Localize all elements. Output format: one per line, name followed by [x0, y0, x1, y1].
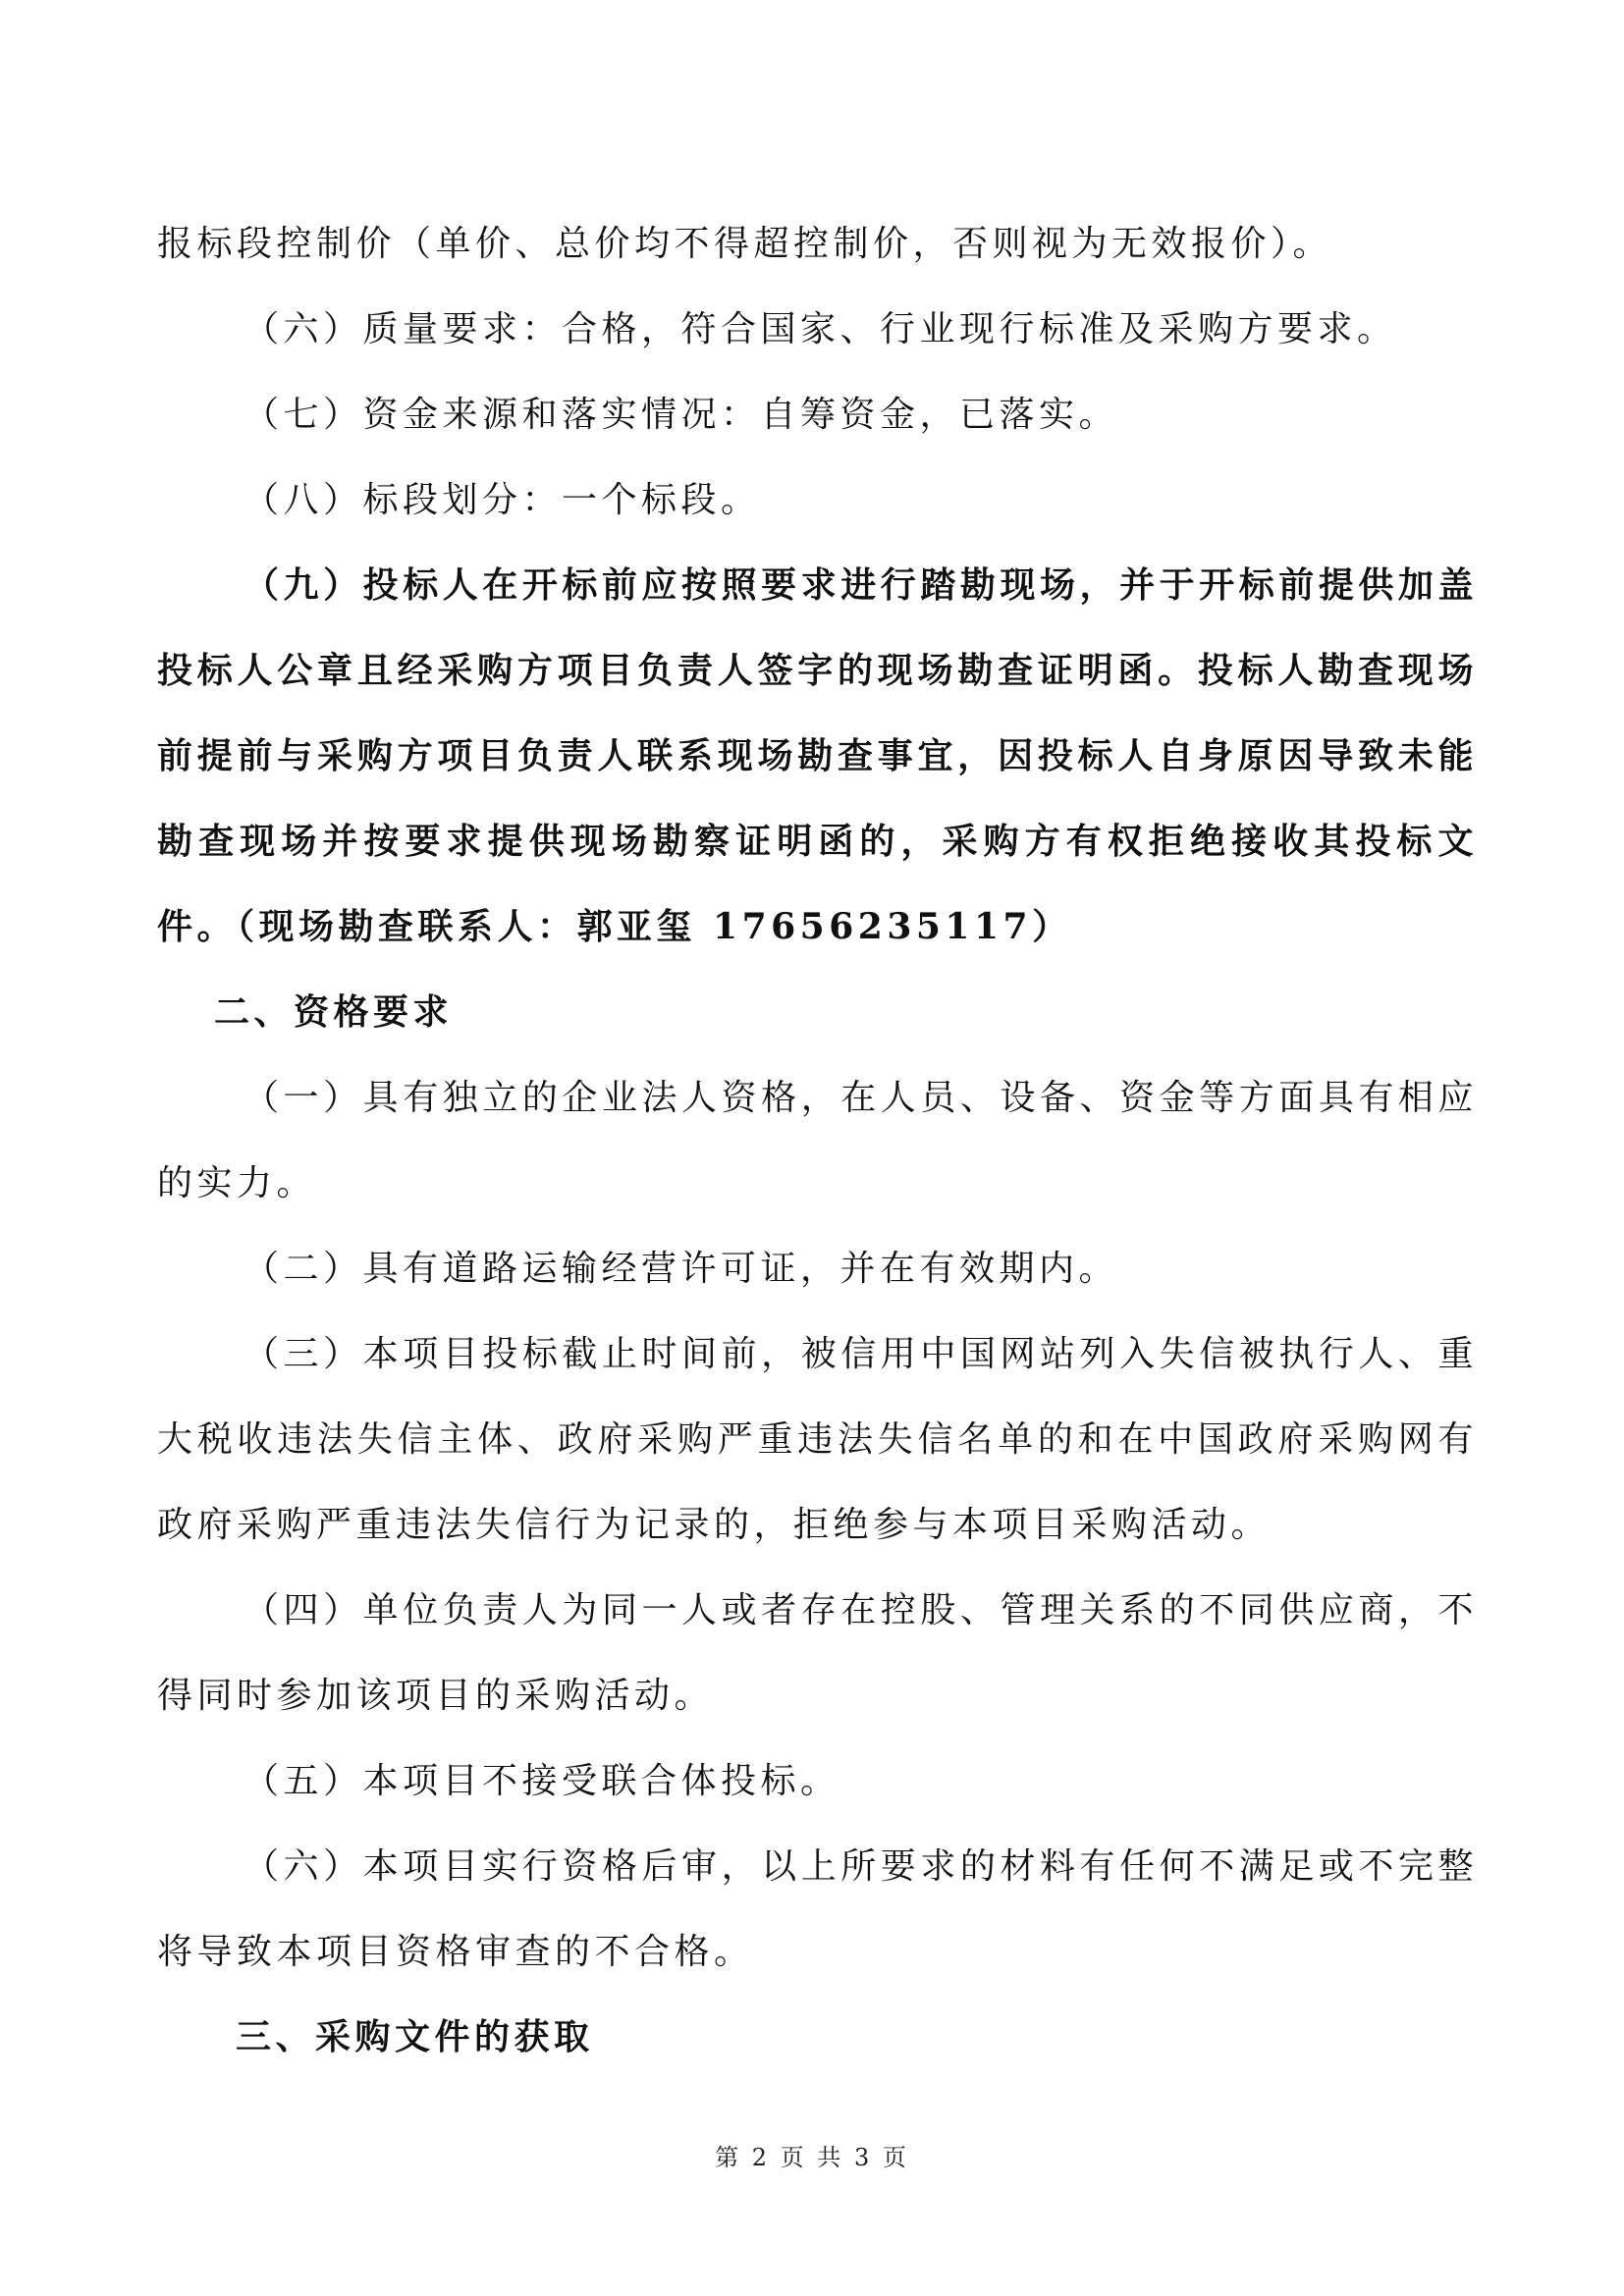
qualification-item: （三）本项目投标截止时间前，被信用中国网站列入失信被执行人、重大税收违法失信主体、政府采购严重违法失信名单的和在中国政府采购网有政府采购严重违法失信行为记录的，拒绝参与本项目采购活动。 — [157, 1334, 1478, 1545]
paragraph-quality: （六）质量要求：合格，符合国家、行业现行标准及采购方要求。 — [244, 309, 1397, 349]
page-number-footer: 第 2 页 共 3 页 — [715, 2144, 909, 2171]
qualification-item: （二）具有道路运输经营许可证，并在有效期内。 — [244, 1249, 1119, 1289]
document-body — [157, 201, 1478, 2080]
section-heading-documents: 三、采购文件的获取 — [236, 2016, 594, 2057]
paragraph-lots: （八）标段划分：一个标段。 — [244, 480, 761, 520]
section-heading-qualifications: 二、资格要求 — [214, 991, 454, 1033]
qualification-item: （四）单位负责人为同一人或者存在控股、管理关系的不同供应商，不得同时参加该项目的采购活动。 — [157, 1590, 1478, 1716]
qualification-item: （六）本项目实行资格后审，以上所要求的材料有任何不满足或不完整将导致本项目资格审查的不合格。 — [157, 1846, 1478, 1972]
qualification-item: （一）具有独立的企业法人资格，在人员、设备、资金等方面具有相应的实力。 — [157, 1078, 1478, 1203]
paragraph-continuation: 报标段控制价（单价、总价均不得超控制价，否则视为无效报价）。 — [157, 224, 1333, 264]
paragraph-site-survey: （九）投标人在开标前应按照要求进行踏勘现场，并于开标前提供加盖投标人公章且经采购方项目负责人签字的现场勘查证明函。投标人勘查现场前提前与采购方项目负责人联系现场勘查事宜，因投标人自身原因导致未能勘查现场并按要求提供现场勘察证明函的，采购方有权拒绝接收其投标文件。（现场勘查联系人：郭亚玺 17656235117） — [157, 564, 1478, 947]
qualification-item: （五）本项目不接受联合体投标。 — [244, 1761, 840, 1801]
paragraph-funding: （七）资金来源和落实情况：自筹资金，已落实。 — [244, 395, 1119, 435]
